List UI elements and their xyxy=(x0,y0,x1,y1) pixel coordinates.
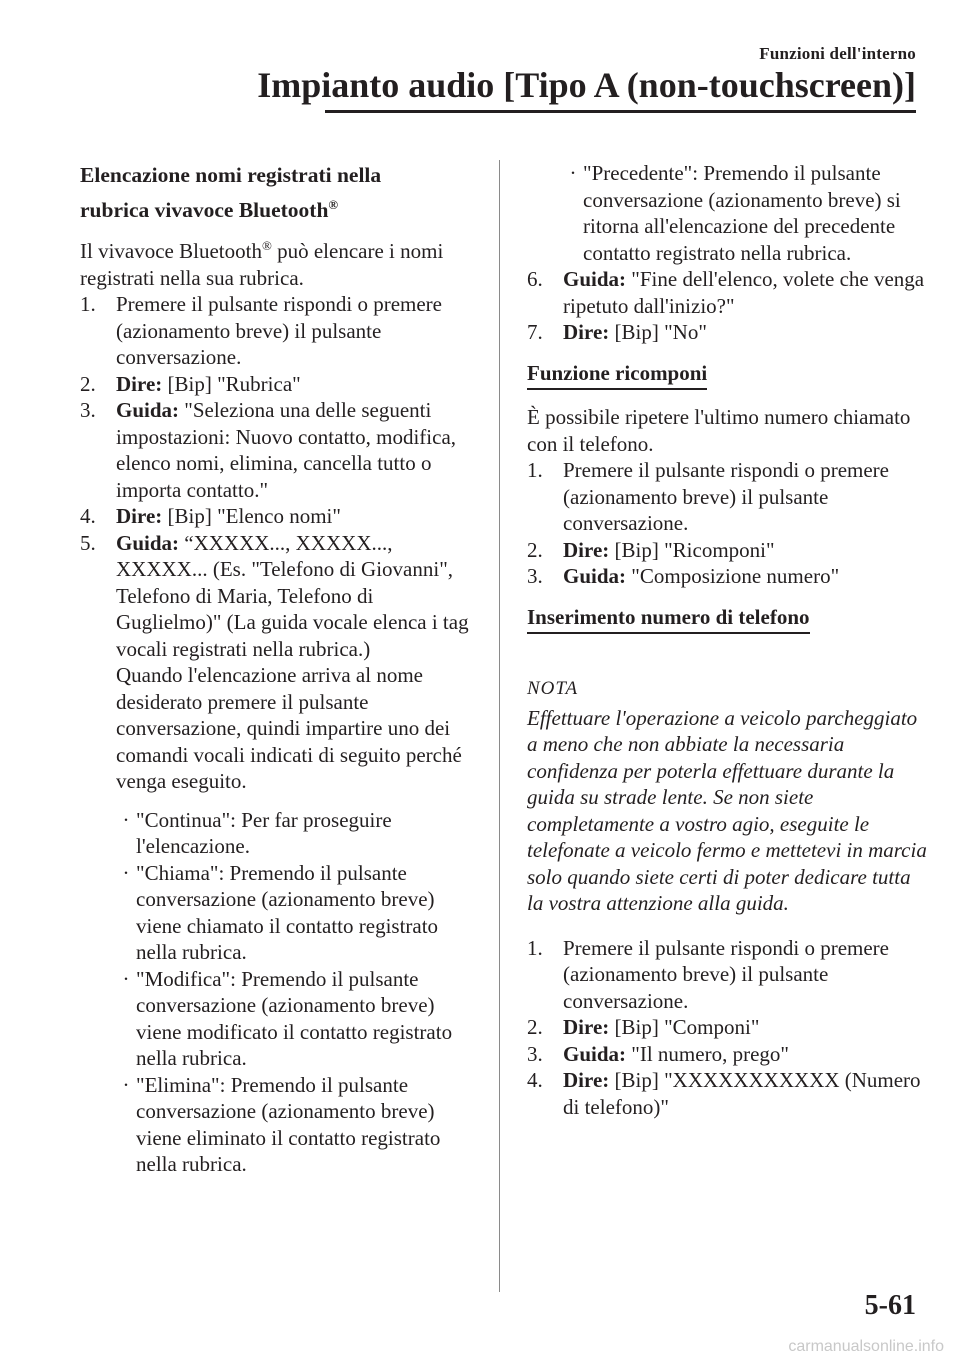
step-body xyxy=(563,266,927,319)
step-body xyxy=(116,291,480,371)
step-body xyxy=(116,530,480,663)
bullet-dot-icon: · xyxy=(569,161,577,185)
intro-text-a: Il vivavoce Bluetooth xyxy=(80,239,262,264)
step-keyword: Guida: xyxy=(116,530,180,555)
step-item xyxy=(527,266,927,319)
step-text: "Composizione numero" xyxy=(626,564,840,588)
section-title-line2: rubrica vivavoce Bluetooth xyxy=(80,198,329,223)
bullet-dot-icon: · xyxy=(122,860,130,885)
step-item xyxy=(527,537,927,564)
step-keyword: Dire: xyxy=(563,1068,610,1092)
step-number: 6. xyxy=(527,267,543,291)
step-keyword: Dire: xyxy=(563,1015,610,1039)
step-item xyxy=(527,1014,927,1041)
right-bullets xyxy=(527,160,927,266)
step-body xyxy=(563,563,927,590)
step-number: 3. xyxy=(527,1041,543,1066)
step-body xyxy=(563,457,927,537)
bullet-item xyxy=(116,1072,480,1178)
step-text: “XXXXX..., XXXXX..., XXXXX... (Es. "Telefono di Giovanni", Telefono di Maria, Telefono di Guglielmo)" (La guida vocale elenca i tag vocali registrati nella rubrica.) xyxy=(116,530,469,661)
step-body xyxy=(563,935,927,1015)
step-text: [Bip] "No" xyxy=(609,320,707,344)
left-steps xyxy=(80,291,480,662)
right-steps-c xyxy=(527,935,927,1121)
registered-mark: ® xyxy=(328,197,339,212)
step-item xyxy=(527,1067,927,1120)
step-text: "Il numero, prego" xyxy=(626,1041,789,1066)
step-keyword: Guida: xyxy=(563,564,627,588)
bullet-item xyxy=(116,966,480,1072)
subhead-enter-number: Inserimento numero di telefono xyxy=(527,604,810,635)
bullet-dot-icon: · xyxy=(122,1072,130,1097)
step-item xyxy=(80,371,480,398)
step-number: 2. xyxy=(527,1015,543,1039)
step-number: 3. xyxy=(527,564,543,588)
step-keyword: Guida: xyxy=(563,267,627,291)
right-steps-a xyxy=(527,266,927,346)
step-number: 2. xyxy=(80,371,96,396)
step-body xyxy=(116,397,480,503)
bullet-text: "Chiama": Premendo il pulsante conversazione (azionamento breve) viene chiamato il contatto registrato nella rubrica. xyxy=(136,860,439,965)
step-text: [Bip] "Componi" xyxy=(609,1015,760,1039)
step-text: Premere il pulsante rispondi o premere (azionamento breve) il pulsante conversazione. xyxy=(563,935,889,1013)
subhead-redial: Funzione ricomponi xyxy=(527,360,707,391)
bullet-item xyxy=(116,807,480,860)
step-item xyxy=(527,457,927,537)
step-text: Premere il pulsante rispondi o premere (azionamento breve) il pulsante conversazione. xyxy=(563,458,889,535)
step-body xyxy=(563,1014,927,1041)
step5-extra-text: Quando l'elencazione arriva al nome desiderato premere il pulsante conversazione, quindi impartire uno dei comandi vocali indicati di seguito perché venga eseguito. xyxy=(116,663,462,794)
bullet-item xyxy=(116,860,480,966)
step-body xyxy=(563,319,927,346)
section-title-line1: Elencazione nomi registrati nella xyxy=(80,163,382,187)
step-number: 5. xyxy=(80,530,96,555)
step-text: [Bip] "XXXXXXXXXXX (Numero di telefono)" xyxy=(563,1068,921,1119)
bullet-text: "Precedente": Premendo il pulsante conversazione (azionamento breve) si ritorna all'elencazione del precedente contatto registrato nella rubrica. xyxy=(583,161,901,265)
step-body xyxy=(563,1041,927,1068)
step-item xyxy=(80,291,480,371)
bullet-text: "Elimina": Premendo il pulsante conversazione (azionamento breve) viene eliminato il contatto registrato nella rubrica. xyxy=(136,1072,441,1177)
step-text: "Fine dell'elenco, volete che venga ripetuto dall'inizio?" xyxy=(563,267,925,318)
step-body xyxy=(116,371,480,398)
step-keyword: Dire: xyxy=(563,320,610,344)
step-text: "Seleziona una delle seguenti impostazioni: Nuovo contatto, modifica, elenco nomi, elimina, cancella tutto o importa contatto." xyxy=(116,398,457,502)
step5-extra xyxy=(80,662,480,795)
nota-text: Effettuare l'operazione a veicolo parcheggiato a meno che non abbiate la necessaria confidenza per poterla effettuare durante la guida su strade lente. Se non siete completamente a vostro agio, eseguite le telefonate a veicolo fermo e mettetevi in marcia solo quando siete certi di poter dedicare tutta la vostra attenzione alla guida. xyxy=(527,705,927,915)
redial-intro: È possibile ripetere l'ultimo numero chiamato con il telefono. xyxy=(527,405,911,456)
watermark: carmanualsonline.info xyxy=(788,1338,944,1355)
step-number: 4. xyxy=(80,504,96,529)
step-number: 1. xyxy=(527,935,543,960)
step-item xyxy=(527,563,927,590)
header-rule xyxy=(325,110,916,113)
step-item xyxy=(80,397,480,503)
left-bullets xyxy=(80,807,480,1178)
step-number: 4. xyxy=(527,1068,543,1092)
intro-paragraph xyxy=(80,233,480,291)
left-column xyxy=(80,160,480,1178)
nota-label: NOTA xyxy=(527,678,579,699)
step-number: 3. xyxy=(80,398,96,423)
column-divider xyxy=(499,160,500,1292)
step-text: [Bip] "Ricomponi" xyxy=(609,537,775,562)
right-steps-b xyxy=(527,457,927,590)
header-title: Impianto audio [Tipo A (non-touchscreen)] xyxy=(257,65,916,105)
step-item xyxy=(527,319,927,346)
step-number: 1. xyxy=(527,458,543,482)
registered-mark: ® xyxy=(261,238,272,254)
right-column xyxy=(527,160,927,1120)
section-title xyxy=(80,160,480,225)
bullet-dot-icon: · xyxy=(122,966,130,991)
step-keyword: Dire: xyxy=(116,371,163,396)
step-text: [Bip] "Rubrica" xyxy=(162,371,301,396)
intro-text-b: può elencare i nomi registrati nella sua rubrica. xyxy=(80,239,444,290)
page-number: 5-61 xyxy=(864,1290,916,1321)
bullet-text: "Modifica": Premendo il pulsante conversazione (azionamento breve) viene modificato il contatto registrato nella rubrica. xyxy=(136,966,453,1071)
step-body xyxy=(116,503,480,530)
step-text: [Bip] "Elenco nomi" xyxy=(162,504,341,529)
header-section: Funzioni dell'interno xyxy=(759,44,916,63)
step-keyword: Guida: xyxy=(116,398,180,423)
bullet-dot-icon: · xyxy=(122,807,130,832)
step-item xyxy=(80,503,480,530)
step-keyword: Dire: xyxy=(116,504,163,529)
step-text: Premere il pulsante rispondi o premere (azionamento breve) il pulsante conversazione. xyxy=(116,292,442,370)
step-item xyxy=(527,1041,927,1068)
bullet-item xyxy=(563,160,927,266)
step-keyword: Guida: xyxy=(563,1041,627,1066)
step-item xyxy=(527,935,927,1015)
bullet-text: "Continua": Per far proseguire l'elencazione. xyxy=(136,807,392,859)
step-number: 1. xyxy=(80,292,96,317)
step-keyword: Dire: xyxy=(563,537,610,562)
step-number: 7. xyxy=(527,320,543,344)
step-number: 2. xyxy=(527,537,543,562)
step-body xyxy=(563,1067,927,1120)
step-item xyxy=(80,530,480,663)
step-body xyxy=(563,537,927,564)
